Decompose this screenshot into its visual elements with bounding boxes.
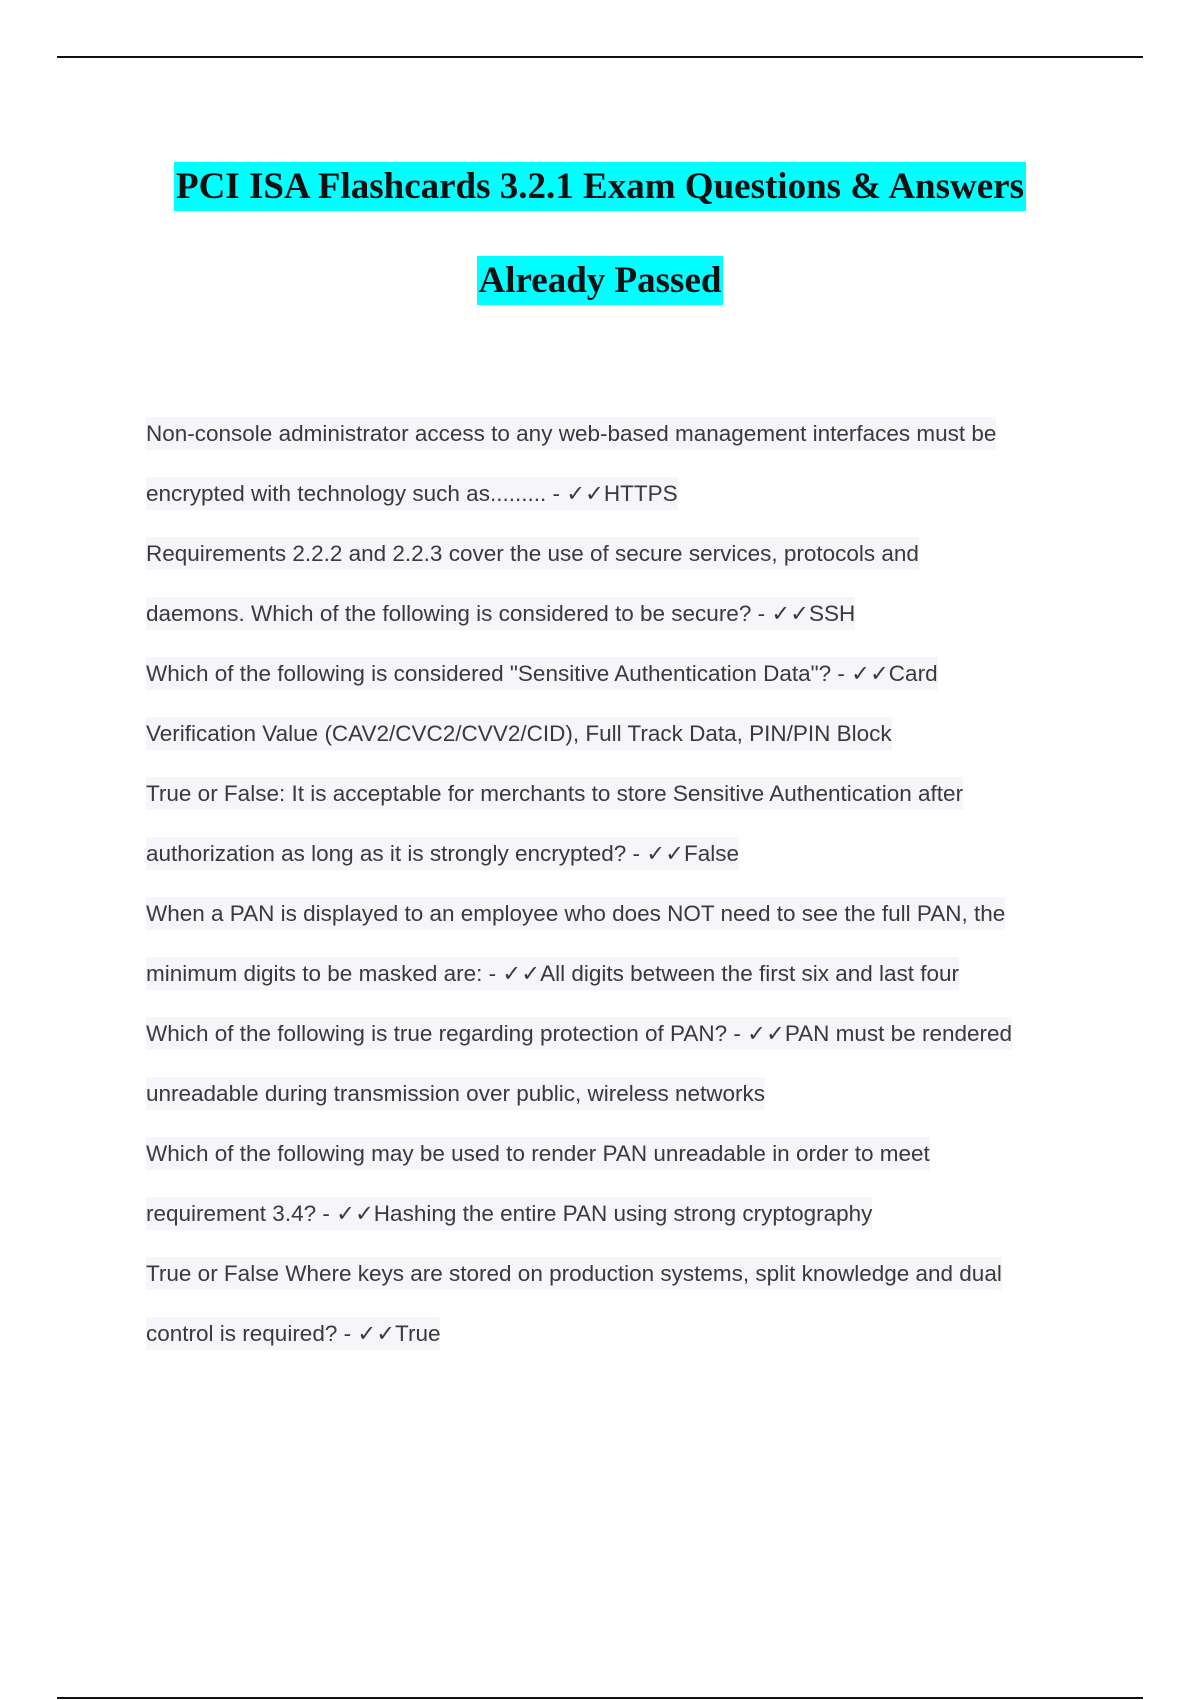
qa-text-line: Which of the following is considered "Sensitive Authentication Data"? - ✓✓Card <box>146 657 938 690</box>
title-line-2: Already Passed <box>0 234 1200 328</box>
qa-text-line: daemons. Which of the following is considered to be secure? - ✓✓SSH <box>146 597 855 630</box>
qa-text-line: encrypted with technology such as......... - ✓✓HTTPS <box>146 477 678 510</box>
qa-item <box>146 1244 1106 1364</box>
qa-text-line: minimum digits to be masked are: - ✓✓All digits between the first six and last four <box>146 957 959 990</box>
qa-text-line: Verification Value (CAV2/CVC2/CVV2/CID), Full Track Data, PIN/PIN Block <box>146 717 892 750</box>
qa-text-line: Requirements 2.2.2 and 2.2.3 cover the use of secure services, protocols and <box>146 537 919 570</box>
qa-item <box>146 644 1106 764</box>
qa-item <box>146 1124 1106 1244</box>
top-rule <box>57 56 1143 58</box>
qa-item <box>146 1004 1106 1124</box>
qa-text-line: Which of the following may be used to render PAN unreadable in order to meet <box>146 1137 930 1170</box>
qa-item <box>146 884 1106 1004</box>
qa-list <box>146 404 1106 1364</box>
qa-text-line: control is required? - ✓✓True <box>146 1317 440 1350</box>
qa-text-line: Non-console administrator access to any web-based management interfaces must be <box>146 417 996 450</box>
qa-item <box>146 404 1106 524</box>
qa-text-line: unreadable during transmission over public, wireless networks <box>146 1077 765 1110</box>
qa-item <box>146 764 1106 884</box>
qa-item <box>146 524 1106 644</box>
qa-text-line: When a PAN is displayed to an employee who does NOT need to see the full PAN, the <box>146 897 1005 930</box>
qa-text-line: requirement 3.4? - ✓✓Hashing the entire PAN using strong cryptography <box>146 1197 872 1230</box>
bottom-rule <box>57 1697 1143 1699</box>
title-line-1: PCI ISA Flashcards 3.2.1 Exam Questions & Answers <box>0 140 1200 234</box>
document-title <box>0 140 1200 328</box>
qa-text-line: authorization as long as it is strongly encrypted? - ✓✓False <box>146 837 739 870</box>
qa-text-line: True or False Where keys are stored on production systems, split knowledge and dual <box>146 1257 1002 1290</box>
qa-text-line: True or False: It is acceptable for merchants to store Sensitive Authentication after <box>146 777 963 810</box>
qa-text-line: Which of the following is true regarding protection of PAN? - ✓✓PAN must be rendered <box>146 1017 1012 1050</box>
